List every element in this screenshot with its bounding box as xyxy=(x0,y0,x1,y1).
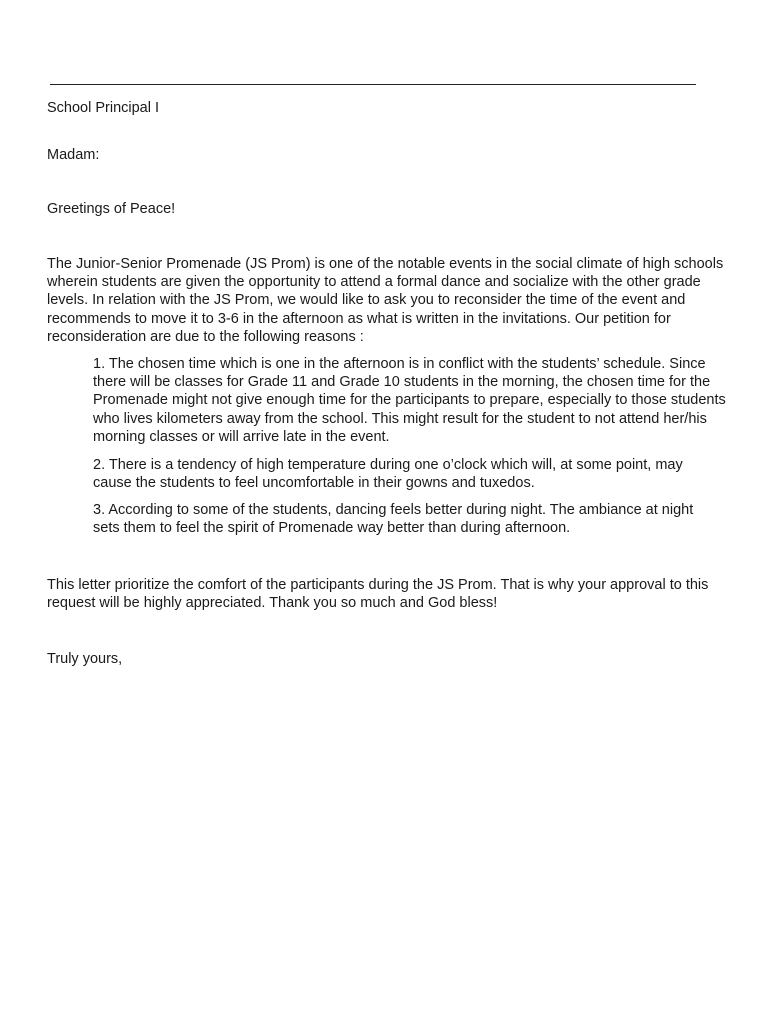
reason-item: 3. According to some of the students, dancing feels better during night. The ambiance at night sets them to feel the spirit of Promenade way better than during afternoon. xyxy=(93,502,694,537)
reason-item: 1. The chosen time which is one in the afternoon is in conflict with the students’ schedule. Since there will be classes for Grade 11 and Grade 10 students in the morning, the chosen time for the Promenade might not give enough time for the participants to prepare, especially to those students who lives kilometers away from the school. This might result for the student to not attend her/his morning classes or will arrive late in the event. xyxy=(93,356,726,445)
complimentary-close: Truly yours, xyxy=(47,651,123,667)
recipient-line: School Principal I xyxy=(47,100,160,116)
closing-paragraph: This letter prioritize the comfort of the participants during the JS Prom. That is why your approval to this request will be highly appreciated. Thank you so much and God bless! xyxy=(47,577,709,612)
salutation: Madam: xyxy=(47,147,100,163)
greeting: Greetings of Peace! xyxy=(47,201,176,217)
header-rule xyxy=(50,84,696,85)
intro-paragraph: The Junior-Senior Promenade (JS Prom) is one of the notable events in the social climate of high schools wherein students are given the opportunity to attend a formal dance and socialize with the other grade levels. In relation with the JS Prom, we would like to ask you to reconsider the time of the event and recommends to move it to 3-6 in the afternoon as what is written in the invitations. Our petition for reconsideration are due to the following reasons : xyxy=(47,256,724,345)
reason-item: 2. There is a tendency of high temperature during one o’clock which will, at some point, may cause the students to feel uncomfortable in their gowns and tuxedos. xyxy=(93,457,683,492)
